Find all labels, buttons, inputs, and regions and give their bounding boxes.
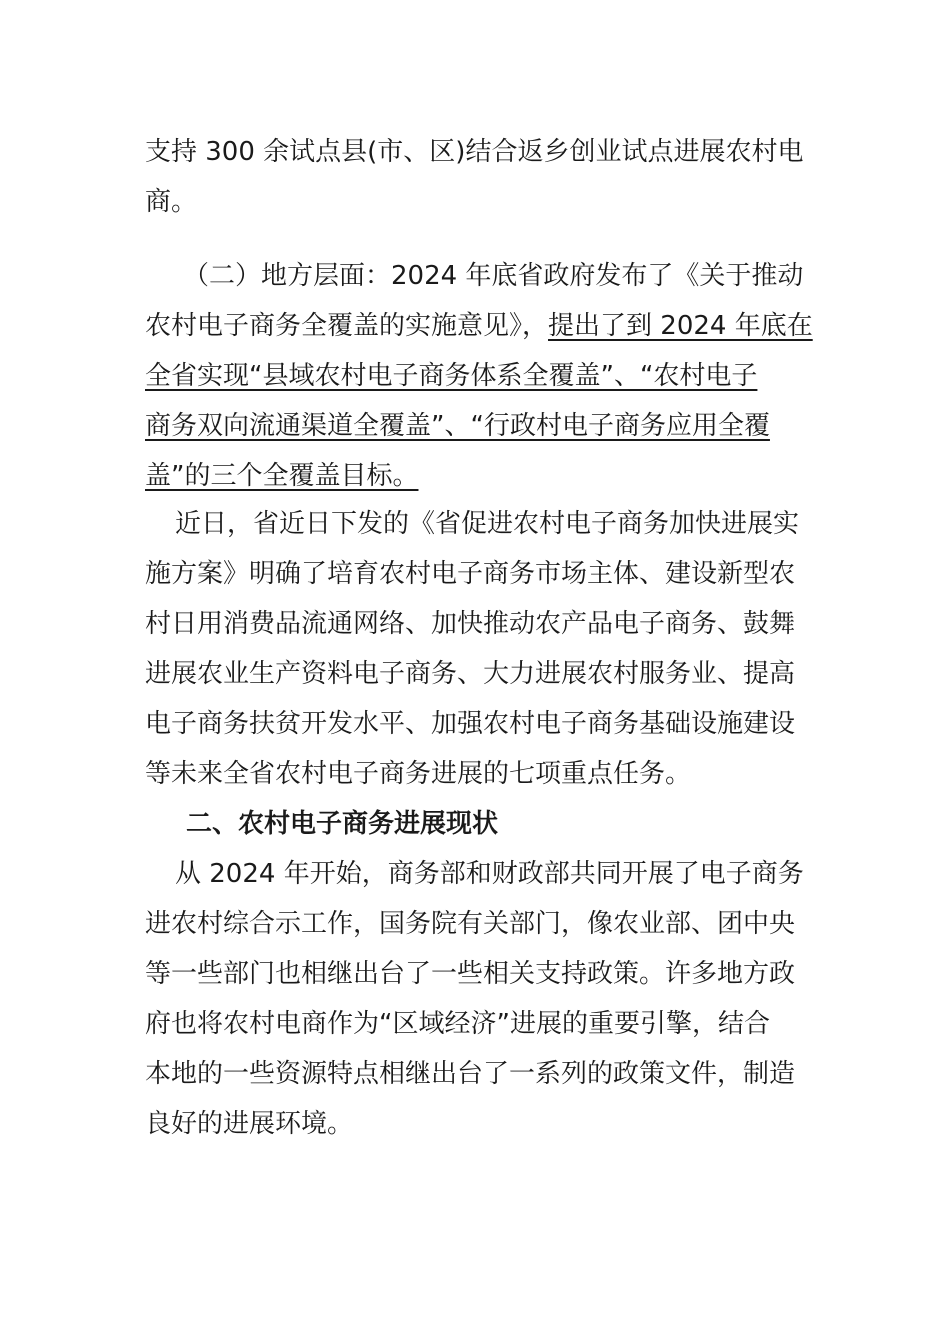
- paragraph-2-line-2: [145, 308, 813, 344]
- paragraph-4-line-5: 本地的一些资源特点相继出台了一系列的政策文件，制造: [145, 1059, 796, 1089]
- paragraph-4-line-1: 从 2024 年开始，商务部和财政部共同开展了电子商务: [175, 859, 804, 889]
- paragraph-4-line-4: 府也将农村电商作为“区域经济”进展的重要引擎，结合: [145, 1009, 770, 1039]
- paragraph-2-underlined-line-1: 全省实现“县域农村电子商务体系全覆盖”、“农村电子: [145, 361, 758, 391]
- paragraph-3-line-4: 进展农业生产资料电子商务、大力进展农村服务业、提高: [145, 659, 796, 689]
- paragraph-2-line-2-plain: 农村电子商务全覆盖的实施意见》，: [145, 311, 549, 341]
- paragraph-4-line-2: 进农村综合示工作，国务院有关部门，像农业部、团中央: [145, 909, 796, 939]
- section-heading: 二、农村电子商务进展现状: [186, 809, 499, 839]
- paragraph-2-line-1: （二）地方层面：2024 年底省政府发布了《关于推动: [183, 261, 804, 291]
- paragraph-2-underlined-line-3: 盖”的三个全覆盖目标。: [145, 461, 419, 491]
- paragraph-2-underlined-line-2: 商务双向流通渠道全覆盖”、“行政村电子商务应用全覆: [145, 411, 770, 441]
- paragraph-3-line-5: 电子商务扶贫开发水平、加强农村电子商务基础设施建设: [145, 709, 796, 739]
- paragraph-3-line-1: 近日，省近日下发的《省促进农村电子商务加快进展实: [175, 509, 800, 539]
- paragraph-3-line-2: 施方案》明确了培育农村电子商务市场主体、建设新型农: [145, 559, 796, 589]
- paragraph-3-line-6: 等未来全省农村电子商务进展的七项重点任务。: [145, 759, 692, 789]
- paragraph-1-line-1: 支持 300 余试点县(市、区)结合返乡创业试点进展农村电: [145, 137, 804, 167]
- paragraph-1-line-2: 商。: [145, 187, 198, 217]
- paragraph-4-line-6: 良好的进展环境。: [145, 1109, 354, 1139]
- paragraph-3-line-3: 村日用消费品流通网络、加快推动农产品电子商务、鼓舞: [145, 609, 796, 639]
- paragraph-4-line-3: 等一些部门也相继出台了一些相关支持政策。许多地方政: [145, 959, 796, 989]
- paragraph-2-line-2-underlined: 提出了到 2024 年底在: [548, 311, 813, 341]
